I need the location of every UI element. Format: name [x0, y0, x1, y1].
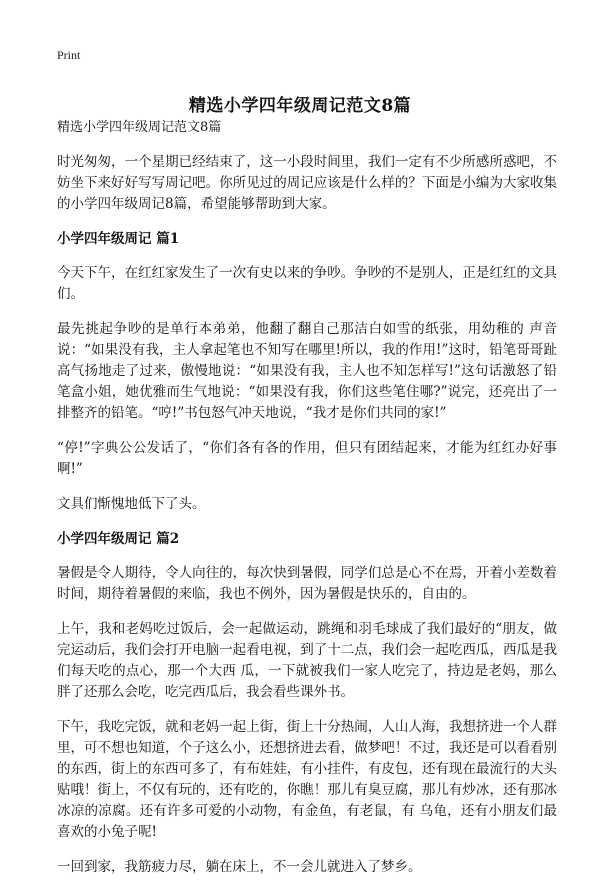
print-link[interactable]: Print — [57, 48, 81, 62]
paragraph: 上午，我和老妈吃过饭后，会一起做运动，跳绳和羽毛球成了我们最好的“朋友，做完运动后，我们会打开电脑一起看电视，到了十二点，我们会一起吃西瓜，西瓜是我们每天吃的点心，那一个大西 瓜，一下就被我们一家人吃完了，持边是老妈，那么胖了还那么会吃，吃完西瓜后，我会看些课外书。 — [57, 621, 557, 700]
subtitle: 精选小学四年级周记范文8篇 — [57, 120, 222, 135]
article-body — [57, 118, 557, 892]
page-title: 精选小学四年级周记范文8篇 — [188, 96, 412, 117]
paragraph: 今天下午，在红红家发生了一次有史以来的争吵。争吵的不是别人，正是红红的文具们。 — [57, 265, 557, 302]
paragraph: 下午，我吃完饭，就和老妈一起上街，街上十分热闹，人山人海，我想挤进一个人群里，可不想也知道，个子这么小，还想挤进去看，做梦吧！不过，我还是可以看看别的东西，街上的东西可多了，有布娃娃，有小挂件，有皮包，还有现在最流行的大头贴哦！街上，不仅有玩的，还有吃的，你瞧！那儿有臭豆腐，那儿有炒冰，还有那冰冰凉的凉腐。还有许多可爱的小动物，有金鱼，有老鼠，有 乌龟，还有小朋友们最喜欢的小兔子呢! — [57, 719, 557, 840]
paragraph: 暑假是令人期待，令人向往的，每次快到暑假，同学们总是心不在焉，开着小差数着时间，期待着暑假的来临，我也不例外，因为暑假是快乐的，自由的。 — [57, 565, 557, 602]
paragraph: 文具们惭愧地低下了头。 — [57, 496, 206, 512]
intro-paragraph: 时光匆匆，一个星期已经结束了，这一小段时间里，我们一定有不少所感所惑吧，不妨坐下来好好写写周记吧。你所见过的周记应该是什么样的？下面是小编为大家收集的小学四年级周记8篇，希望能够帮助到大家。 — [57, 154, 557, 212]
paragraph: 最先挑起争吵的是单行本弟弟，他翻了翻自己那洁白如雪的纸张，用幼稚的 声音说：“如果没有我，主人拿起笔也不知写在哪里!所以，我的作用!”这时，铅笔哥哥趾高气扬地走了过来，傲慢地说：“如果没有我，主人也不知怎样写!”这句话激怒了铅笔盒小姐，她优雅而生气地说：“如果没有我，你们这些笔住哪?”说完，还亮出了一排整齐的铅笔。“哼!”书包怒气冲天地说，“我才是你们共同的家!” — [57, 321, 557, 421]
paragraph: 一回到家，我筋疲力尽，躺在床上，不一会儿就进入了梦乡。 — [57, 859, 422, 875]
paragraph: “停!”字典公公发话了，“你们各有各的作用，但只有团结起来，才能为红红办好事啊!” — [57, 440, 557, 477]
section-heading-2: 小学四年级周记 篇2 — [57, 531, 180, 547]
section-heading-1: 小学四年级周记 篇1 — [57, 231, 180, 247]
